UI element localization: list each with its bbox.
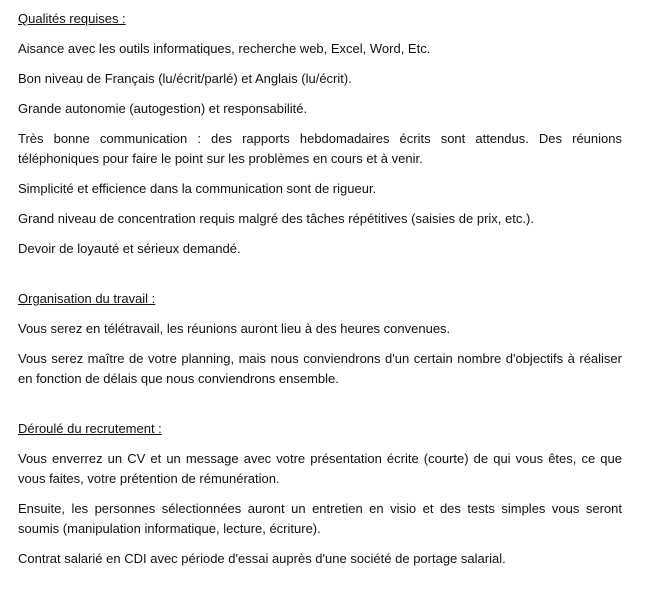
section-spacer [18,259,622,289]
section-spacer [18,389,622,419]
paragraph: Grand niveau de concentration requis malgré des tâches répétitives (saisies de prix, etc.). [18,211,534,226]
paragraph: Devoir de loyauté et sérieux demandé. [18,241,241,256]
section-heading: Organisation du travail : [18,291,156,306]
paragraph: Aisance avec les outils informatiques, recherche web, Excel, Word, Etc. [18,41,431,56]
paragraph: Contrat salarié en CDI avec période d'essai auprès d'une société de portage salarial. [18,551,506,566]
paragraph: Vous enverrez un CV et un message avec votre présentation écrite (courte) de qui vous êtes, ce que vous faites, votre prétention de rémunération. [18,451,622,486]
section-organisation [18,289,622,389]
section-heading: Qualités requises : [18,11,126,26]
paragraph: Très bonne communication : des rapports hebdomadaires écrits sont attendus. Des réunions téléphoniques pour faire le point sur les problèmes en cours et à venir. [18,131,622,166]
section-qualites [18,9,622,259]
paragraph: Vous serez maître de votre planning, mais nous conviendrons d'un certain nombre d'objectifs à réaliser en fonction de délais que nous conviendrons ensemble. [18,351,622,386]
section-heading: Déroulé du recrutement : [18,421,162,436]
section-recrutement [18,419,622,569]
paragraph: Simplicité et efficience dans la communication sont de rigueur. [18,181,377,196]
paragraph: Grande autonomie (autogestion) et responsabilité. [18,101,308,116]
paragraph: Vous serez en télétravail, les réunions auront lieu à des heures convenues. [18,321,451,336]
document-page [18,9,622,569]
paragraph: Bon niveau de Français (lu/écrit/parlé) et Anglais (lu/écrit). [18,71,352,86]
paragraph: Ensuite, les personnes sélectionnées auront un entretien en visio et des tests simples vous seront soumis (manipulation informatique, lecture, écriture). [18,501,622,536]
